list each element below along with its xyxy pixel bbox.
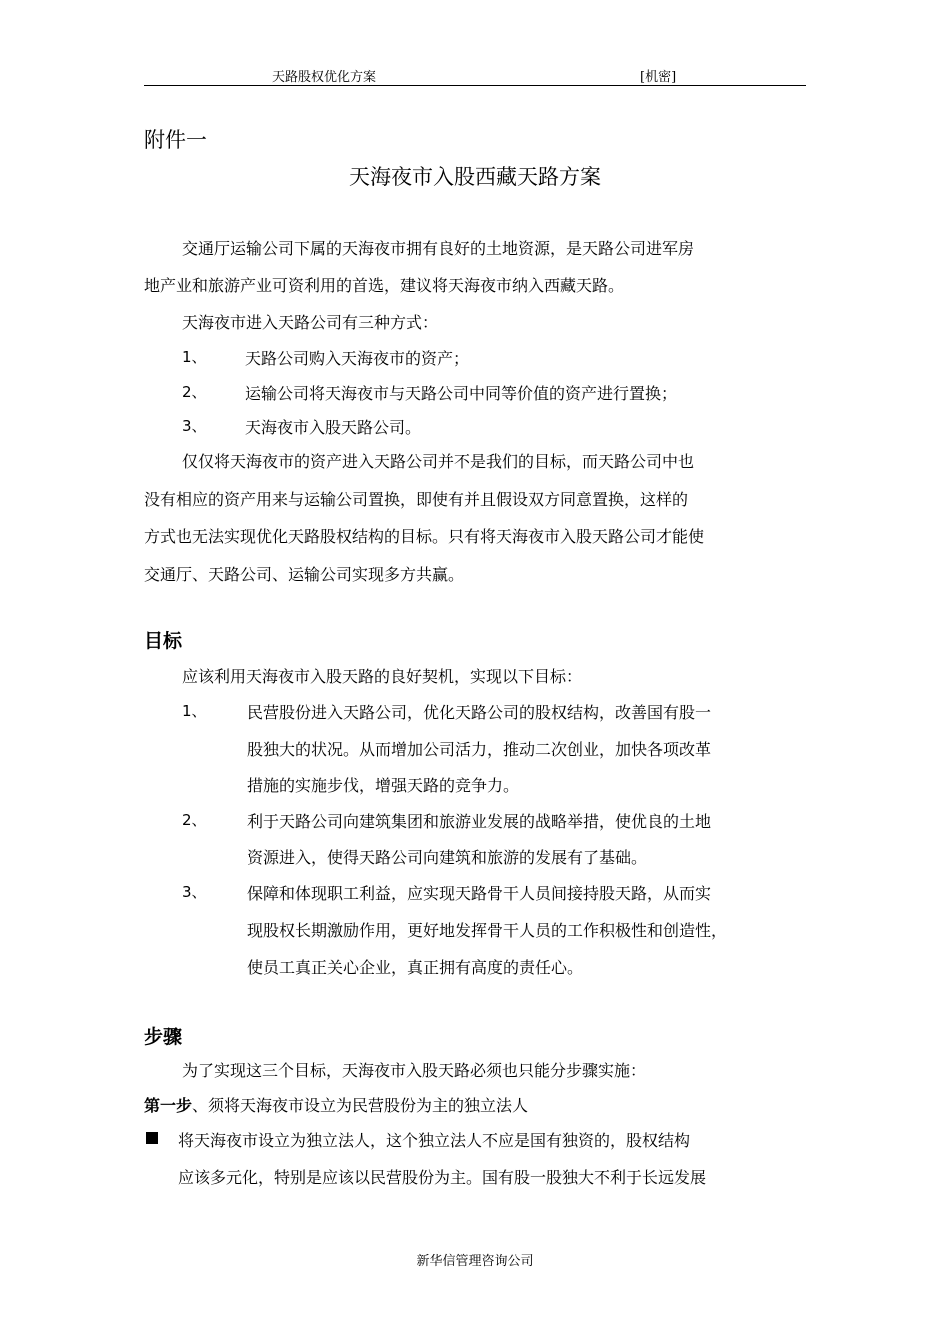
goal-line: 现股权长期激励作用，更好地发挥骨干人员的工作积极性和创造性， bbox=[247, 921, 728, 940]
way-number: 2、 bbox=[182, 383, 207, 401]
goals-heading: 目标 bbox=[144, 630, 183, 652]
goal-line: 使员工真正关心企业，真正拥有高度的责任心。 bbox=[247, 958, 584, 977]
footer-company: 新华信管理咨询公司 bbox=[416, 1254, 534, 1269]
goal-number: 1、 bbox=[182, 702, 207, 720]
bullet-line: 应该多元化，特别是应该以民营股份为主。国有股一股独大不利于长远发展 bbox=[178, 1168, 707, 1187]
header-title: 天路股权优化方案 bbox=[272, 70, 377, 85]
document-title: 天海夜市入股西藏天路方案 bbox=[349, 165, 601, 189]
way-number: 3、 bbox=[182, 417, 207, 435]
goal-line: 资源进入，使得天路公司向建筑和旅游的发展有了基础。 bbox=[247, 848, 648, 867]
header-rule bbox=[144, 85, 806, 86]
step1-heading bbox=[144, 1093, 528, 1116]
way-text: 天路公司购入天海夜市的资产； bbox=[245, 349, 470, 368]
goal-number: 3、 bbox=[182, 883, 207, 901]
appendix-label: 附件一 bbox=[144, 128, 207, 152]
analysis-line: 仅仅将天海夜市的资产进入天路公司并不是我们的目标，而天路公司中也 bbox=[182, 452, 695, 471]
way-text: 天海夜市入股天路公司。 bbox=[245, 418, 422, 437]
analysis-line: 交通厅、天路公司、运输公司实现多方共赢。 bbox=[144, 565, 465, 584]
goals-intro: 应该利用天海夜市入股天路的良好契机，实现以下目标： bbox=[182, 667, 583, 686]
header-classification: [机密] bbox=[640, 70, 677, 85]
step1-text: 、须将天海夜市设立为民营股份为主的独立法人 bbox=[192, 1096, 529, 1115]
bullet-square-icon bbox=[146, 1132, 158, 1144]
goal-line: 保障和体现职工利益，应实现天路骨干人员间接持股天路，从而实 bbox=[247, 884, 712, 903]
goal-line: 股独大的状况。从而增加公司活力，推动二次创业，加快各项改革 bbox=[247, 740, 712, 759]
goal-number: 2、 bbox=[182, 811, 207, 829]
way-number: 1、 bbox=[182, 348, 207, 366]
analysis-line: 方式也无法实现优化天路股权结构的目标。只有将天海夜市入股天路公司才能使 bbox=[144, 527, 705, 546]
way-text: 运输公司将天海夜市与天路公司中同等价值的资产进行置换； bbox=[245, 384, 678, 403]
steps-heading: 步骤 bbox=[144, 1026, 183, 1048]
bullet-line: 将天海夜市设立为独立法人，这个独立法人不应是国有独资的，股权结构 bbox=[178, 1131, 691, 1150]
goal-line: 民营股份进入天路公司，优化天路公司的股权结构，改善国有股一 bbox=[247, 703, 712, 722]
step1-label: 第一步 bbox=[144, 1096, 193, 1115]
goal-line: 利于天路公司向建筑集团和旅游业发展的战略举措，使优良的土地 bbox=[247, 812, 712, 831]
intro-line-1: 交通厅运输公司下属的天海夜市拥有良好的土地资源，是天路公司进军房 bbox=[182, 239, 695, 258]
steps-intro: 为了实现这三个目标，天海夜市入股天路必须也只能分步骤实施： bbox=[182, 1061, 647, 1080]
ways-intro: 天海夜市进入天路公司有三种方式： bbox=[182, 313, 439, 332]
goal-line: 措施的实施步伐，增强天路的竞争力。 bbox=[247, 776, 520, 795]
intro-line-2: 地产业和旅游产业可资利用的首选，建议将天海夜市纳入西藏天路。 bbox=[144, 276, 625, 295]
analysis-line: 没有相应的资产用来与运输公司置换，即使有并且假设双方同意置换，这样的 bbox=[144, 490, 689, 509]
